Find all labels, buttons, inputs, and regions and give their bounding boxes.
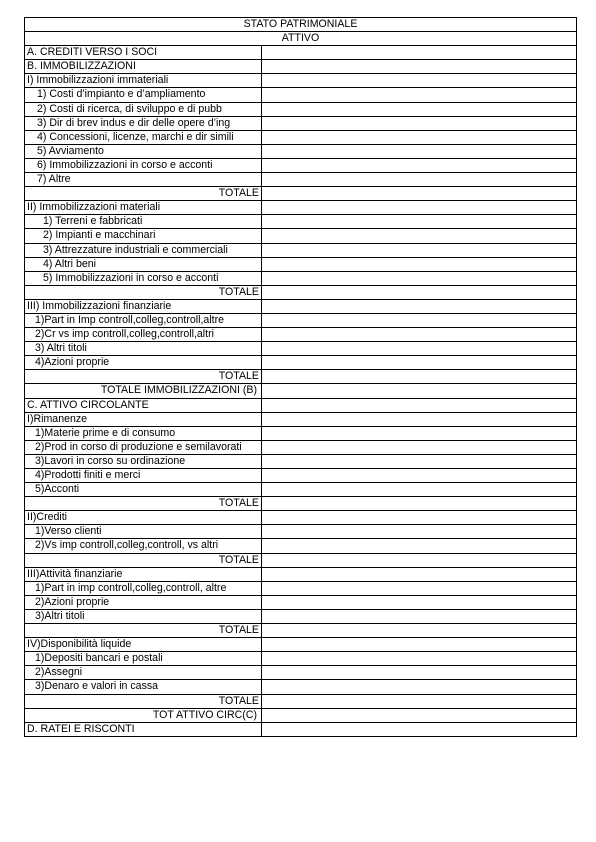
table-row: [25, 666, 577, 680]
row-value-cell: [262, 652, 577, 666]
row-label: TOTALE: [25, 497, 262, 511]
row-value-cell: [262, 285, 577, 299]
row-value-cell: [262, 694, 577, 708]
row-value-cell: [262, 595, 577, 609]
table-row: [25, 469, 577, 483]
table-row: [25, 440, 577, 454]
row-label: 2)Azioni proprie: [25, 595, 262, 609]
row-value-cell: [262, 257, 577, 271]
table-row: [25, 525, 577, 539]
table-row: [25, 173, 577, 187]
row-value-cell: [262, 722, 577, 736]
table-row: [25, 215, 577, 229]
row-value-cell: [262, 412, 577, 426]
table-row: [25, 130, 577, 144]
table-row: [25, 454, 577, 468]
table-row: [25, 624, 577, 638]
row-value-cell: [262, 483, 577, 497]
row-label: 1)Depositi bancari e postali: [25, 652, 262, 666]
table-row: [25, 116, 577, 130]
row-label: TOTALE: [25, 694, 262, 708]
row-label: 3)Lavori in corso su ordinazione: [25, 454, 262, 468]
row-label: TOTALE: [25, 624, 262, 638]
section-attivo: ATTIVO: [25, 32, 577, 46]
table-row: [25, 187, 577, 201]
table-row: [25, 60, 577, 74]
row-value-cell: [262, 271, 577, 285]
row-label: 1)Part in Imp controll,colleg,controll,altre: [25, 313, 262, 327]
row-value-cell: [262, 609, 577, 623]
table-row: [25, 342, 577, 356]
table-row: [25, 285, 577, 299]
row-label: 3) Attrezzature industriali e commerciali: [25, 243, 262, 257]
row-label: C. ATTIVO CIRCOLANTE: [25, 398, 262, 412]
table-row: [25, 497, 577, 511]
row-label: 4) Altri beni: [25, 257, 262, 271]
table-row: [25, 567, 577, 581]
table-row: [25, 595, 577, 609]
row-label: 3) Altri titoli: [25, 342, 262, 356]
row-label: 2) Impianti e macchinari: [25, 229, 262, 243]
table-row: [25, 46, 577, 60]
table-row: [25, 638, 577, 652]
row-value-cell: [262, 130, 577, 144]
row-value-cell: [262, 624, 577, 638]
row-value-cell: [262, 525, 577, 539]
row-label: TOTALE: [25, 285, 262, 299]
row-value-cell: [262, 469, 577, 483]
table-row: [25, 74, 577, 88]
row-label: 2) Costi di ricerca, di sviluppo e di pubb: [25, 102, 262, 116]
table-row: [25, 158, 577, 172]
row-label: TOTALE IMMOBILIZZAZIONI (B): [25, 384, 262, 398]
table-row: [25, 370, 577, 384]
row-label: 1)Part in imp controll,colleg,controll, altre: [25, 581, 262, 595]
row-label: TOTALE: [25, 187, 262, 201]
row-value-cell: [262, 313, 577, 327]
row-value-cell: [262, 708, 577, 722]
table-row: [25, 356, 577, 370]
row-value-cell: [262, 187, 577, 201]
row-value-cell: [262, 426, 577, 440]
row-value-cell: [262, 116, 577, 130]
row-label: 4)Azioni proprie: [25, 356, 262, 370]
table-row: [25, 511, 577, 525]
document-title: STATO PATRIMONIALE: [25, 18, 577, 32]
row-label: 5)Acconti: [25, 483, 262, 497]
row-value-cell: [262, 539, 577, 553]
table-row: [25, 384, 577, 398]
row-label: 2)Cr vs imp controll,colleg,controll,altri: [25, 328, 262, 342]
table-row: [25, 229, 577, 243]
table-row: [25, 708, 577, 722]
row-label: 3)Altri titoli: [25, 609, 262, 623]
row-label: TOTALE: [25, 553, 262, 567]
row-value-cell: [262, 299, 577, 313]
table-row: [25, 581, 577, 595]
row-value-cell: [262, 215, 577, 229]
row-value-cell: [262, 638, 577, 652]
table-row: [25, 313, 577, 327]
table-row: [25, 88, 577, 102]
table-row: [25, 412, 577, 426]
row-value-cell: [262, 102, 577, 116]
row-value-cell: [262, 201, 577, 215]
row-label: 5) Avviamento: [25, 144, 262, 158]
table-row: [25, 609, 577, 623]
row-label: 1) Costi d’impianto e d’ampliamento: [25, 88, 262, 102]
row-value-cell: [262, 60, 577, 74]
row-value-cell: [262, 356, 577, 370]
row-value-cell: [262, 680, 577, 694]
table-row: [25, 694, 577, 708]
row-label: 6) Immobilizzazioni in corso e acconti: [25, 158, 262, 172]
row-label: TOT ATTIVO CIRC(C): [25, 708, 262, 722]
row-label: II) Immobilizzazioni materiali: [25, 201, 262, 215]
subtitle-row: [25, 32, 577, 46]
table-row: [25, 201, 577, 215]
row-value-cell: [262, 454, 577, 468]
row-value-cell: [262, 398, 577, 412]
row-value-cell: [262, 384, 577, 398]
row-value-cell: [262, 158, 577, 172]
title-row: [25, 18, 577, 32]
row-value-cell: [262, 553, 577, 567]
row-label: 3)Denaro e valori in cassa: [25, 680, 262, 694]
row-value-cell: [262, 243, 577, 257]
row-value-cell: [262, 144, 577, 158]
row-label: 2)Vs imp controll,colleg,controll, vs altri: [25, 539, 262, 553]
row-value-cell: [262, 173, 577, 187]
row-label: D. RATEI E RISCONTI: [25, 722, 262, 736]
row-label: TOTALE: [25, 370, 262, 384]
table-row: [25, 680, 577, 694]
row-label: 5) Immobilizzazioni in corso e acconti: [25, 271, 262, 285]
row-label: III) Immobilizzazioni finanziarie: [25, 299, 262, 313]
table-row: [25, 483, 577, 497]
row-value-cell: [262, 74, 577, 88]
row-label: II)Crediti: [25, 511, 262, 525]
table-row: [25, 328, 577, 342]
table-row: [25, 722, 577, 736]
table-row: [25, 539, 577, 553]
row-label: 4)Prodotti finiti e merci: [25, 469, 262, 483]
row-value-cell: [262, 666, 577, 680]
table-row: [25, 271, 577, 285]
row-label: 1)Materie prime e di consumo: [25, 426, 262, 440]
row-value-cell: [262, 581, 577, 595]
row-value-cell: [262, 567, 577, 581]
row-value-cell: [262, 370, 577, 384]
row-label: 3) Dir di brev indus e dir delle opere d’ing: [25, 116, 262, 130]
row-label: III)Attività finanziarie: [25, 567, 262, 581]
row-value-cell: [262, 328, 577, 342]
row-value-cell: [262, 229, 577, 243]
table-row: [25, 102, 577, 116]
row-label: A. CREDITI VERSO I SOCI: [25, 46, 262, 60]
table-row: [25, 257, 577, 271]
row-value-cell: [262, 511, 577, 525]
row-value-cell: [262, 88, 577, 102]
row-label: 4) Concessioni, licenze, marchi e dir simili: [25, 130, 262, 144]
row-value-cell: [262, 46, 577, 60]
row-label: 1) Terreni e fabbricati: [25, 215, 262, 229]
table-row: [25, 243, 577, 257]
balance-sheet-table: [24, 17, 577, 737]
row-label: I)Rimanenze: [25, 412, 262, 426]
table-row: [25, 652, 577, 666]
row-label: IV)Disponibilità liquide: [25, 638, 262, 652]
table-row: [25, 299, 577, 313]
row-label: 1)Verso clienti: [25, 525, 262, 539]
row-label: I) Immobilizzazioni immateriali: [25, 74, 262, 88]
row-value-cell: [262, 440, 577, 454]
table-row: [25, 144, 577, 158]
row-value-cell: [262, 342, 577, 356]
table-row: [25, 398, 577, 412]
row-label: 7) Altre: [25, 173, 262, 187]
row-value-cell: [262, 497, 577, 511]
table-row: [25, 553, 577, 567]
row-label: 2)Assegni: [25, 666, 262, 680]
balance-sheet: [24, 17, 576, 737]
row-label: 2)Prod in corso di produzione e semilavorati: [25, 440, 262, 454]
table-row: [25, 426, 577, 440]
row-label: B. IMMOBILIZZAZIONI: [25, 60, 262, 74]
